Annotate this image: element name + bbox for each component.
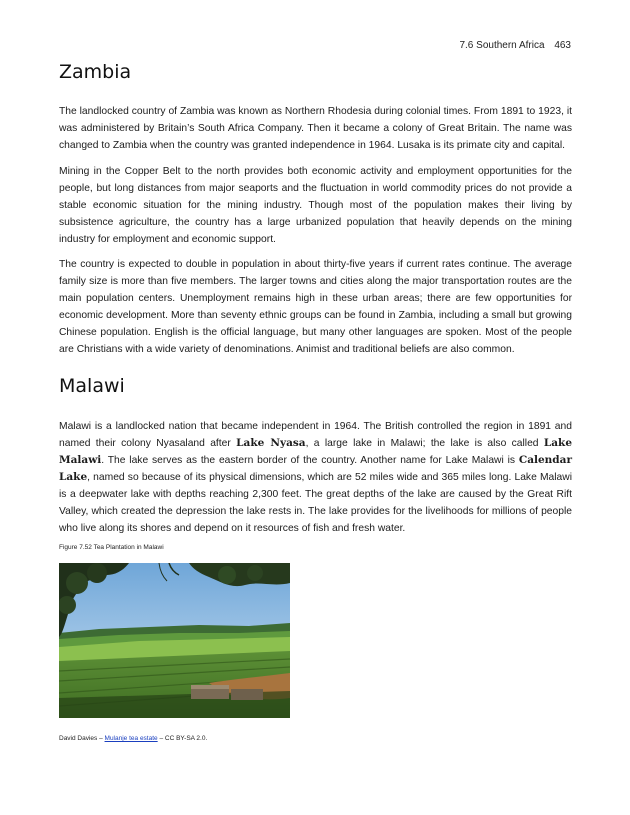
section-heading-malawi: Malawi [59,375,125,397]
figure-caption: Figure 7.52 Tea Plantation in Malawi [59,544,164,551]
paragraph-text: , a large lake in Malawi; the lake is also called [305,438,544,449]
key-term: Lake Malawi [59,437,573,466]
tea-plantation-photo [59,563,290,718]
running-head [459,40,571,51]
paragraph: The country is expected to double in population in about thirty-five years if current rates continue. The average family size is more than five members. The larger towns and cities along the major transportation routes are the main population centers. Unemployment remains high in these urban areas; there are few opportunities for economic development. More than seventy ethnic groups can be found in Zambia, including a small but growing Chinese population. English is the official language, but many other languages are spoken. Most of the people are Christians with a wide variety of denominations. Animist and traditional beliefs are also common. [59,259,572,355]
credit-license: – CC BY-SA 2.0. [157,735,208,742]
credit-author: David Davies – [59,735,105,742]
credit-link[interactable]: Mulanje tea estate [104,735,158,742]
running-head-section: 7.6 Southern Africa [459,40,545,51]
photo-credit [59,735,207,742]
paragraph-text: , named so because of its physical dimensions, which are 52 miles wide and 365 miles long. Lake Malawi is a deepwater lake with depths reaching 2,300 feet. The great depths of the lake are caused by the Great Rift Valley, which created the depression the lake rests in. The lake provides for the livelihoods for millions of people who live along its shores and depend on it resources of fish and fresh water. [59,472,572,534]
paragraph: Mining in the Copper Belt to the north provides both economic activity and employment opportunities for the people, but long distances from major seaports and the fluctuation in world commodity prices do not provide a stable economic situation for the mining industry. Though most of the population makes their living by subsistence agriculture, the country has a large urbanized population that heavily depends on the mining industry for employment and economic support. [59,166,572,245]
section-heading-zambia: Zambia [59,61,132,83]
key-term: Lake Nyasa [236,437,306,449]
paragraph: The landlocked country of Zambia was known as Northern Rhodesia during colonial times. From 1891 to 1923, it was administered by Britain’s South Africa Company. Then it became a colony of Great Britain. The name was changed to Zambia when the country was granted independence in 1964. Lusaka is its primate city and capital. [59,106,572,151]
paragraph [59,418,572,537]
paragraph-text: . The lake serves as the eastern border of the country. Another name for Lake Malawi is [101,455,519,466]
page-number: 463 [554,40,571,51]
key-term: Calendar Lake [59,454,572,483]
paragraph-text: Malawi is a landlocked nation that became independent in 1964. The British controlled the region in 1891 and named their colony Nyasaland after [59,421,572,449]
